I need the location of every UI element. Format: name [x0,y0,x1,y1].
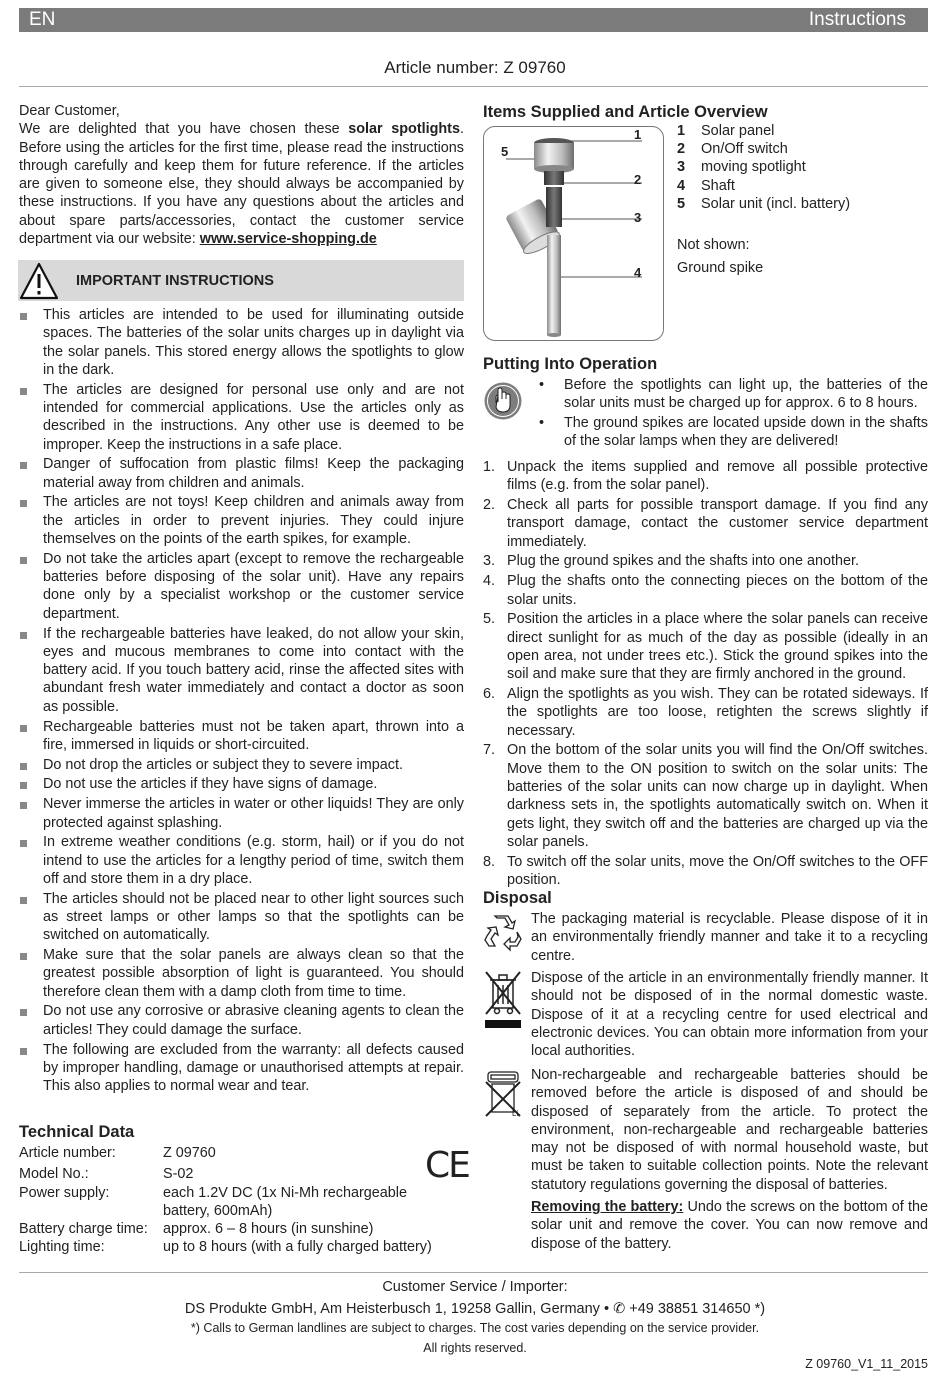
parts-list [677,122,927,213]
recycling-icon [483,912,523,952]
product-image-frame [483,126,664,341]
part-item: 4 Shaft [677,177,735,194]
list-item: Danger of suffocation from plastic films! Keep the packaging material away from children and animals. [19,455,464,492]
list-item: 5. Position the articles in a place where the solar panels can receive direct sunlight for as much of the day as possible (ideally in an open area, not under trees etc.). Stick the ground spikes into the soil and make sure that they are firmly anchored in the ground. [483,611,928,683]
list-item: The articles should not be placed near to other light sources such as street lamps or other lamps so that the spotlights can be switched on automatically. [19,890,464,945]
title-rule [19,86,928,87]
list-item: Make sure that the solar panels are always clean so that the greatest possible absorption of light is guaranteed. You should therefore clean them with a damp cloth from time to time. [19,946,464,1001]
header-bar [19,8,928,32]
part-item: 5 Solar unit (incl. battery) [677,195,851,212]
items-heading: Items Supplied and Article Overview [483,103,768,121]
callout-2: 2 [634,172,642,187]
not-shown-label: Not shown: [677,237,750,253]
part-item: 3 moving spotlight [677,159,806,176]
list-item: In extreme weather conditions (e.g. storm, hail) or if you do not intend to use the articles for a lengthy period of time, switch them off and store them in a dry place. [19,833,464,888]
callout-1: 1 [634,127,642,142]
disposal-battery-text: Non-rechargeable and rechargeable batteries should be removed before the article is disposed of and should be disposed of separately from the article. To protect the environment, non-rechargeable and rechargeable batteries may not be disposed of with normal household waste, but must be taken to suitable collection points. Note the relevant statutory regulations governing the disposal of batteries. [531,1067,928,1193]
disposal-article-text: Dispose of the article in an environmentally friendly manner. It should not be disposed of in the normal domestic waste. Dispose of it at a recycling centre for used electrical and electronic devices. You can obtain more information from your local authorities. [531,970,928,1060]
important-instructions-title: IMPORTANT INSTRUCTIONS [76,273,274,289]
warning-triangle-icon [19,262,59,300]
operation-heading: Putting Into Operation [483,355,658,373]
list-item: • Before the spotlights can light up, the batteries of the solar units must be charged up for approx. 6 to 8 hours. [539,377,928,412]
list-item: 6. Align the spotlights as you wish. They can be rotated sideways. If the spotlights are too loose, retighten the screws slightly if necessary. [483,686,928,739]
ce-mark-icon: CE [425,1145,469,1186]
removing-battery: Removing the battery: Undo the screws on the bottom of the solar unit and remove the cover. You can now remove and dispose of the battery. [531,1199,928,1252]
list-item: If the rechargeable batteries have leaked, do not allow your skin, eyes and mucous membranes to come into contact with the battery acid. If you touch battery acid, rinse the affected sites with abundant fresh water immediately and contact a doctor as soon as possible. [19,625,464,716]
article-title: Article number: Z 09760 [384,58,566,77]
footer-note: *) Calls to German landlines are subject to charges. The cost varies depending on the service provider. [190,1321,760,1335]
not-shown [677,234,763,279]
footer-heading: Customer Service / Importer: [382,1279,568,1295]
greeting: Dear Customer, [19,103,120,119]
list-item: • The ground spikes are located upside down in the shafts of the solar lamps when they are delivered! [539,415,928,450]
weee-crossed-bin-icon [483,968,523,1032]
removing-battery-label: Removing the battery: [531,1199,684,1215]
intro-paragraph: We are delighted that you have chosen these solar spotlights. Before using the articles for the first time, please read the instructions through carefully and keep them for future reference. If the articles are given to someone else, they should always be accompanied by these instructions. If you have any questions about the articles and about spare parts/accessories, contact the customer service department via our website: www.service-shopping.de [19,121,464,248]
list-item: 1. Unpack the items supplied and remove all possible protective films (e.g. from the solar panel). [483,459,928,494]
list-item: 8. To switch off the solar units, move the On/Off switches to the OFF position. [483,853,928,889]
list-item: Do not use the articles if they have signs of damage. [19,775,464,793]
list-item: 4. Plug the shafts onto the connecting pieces on the bottom of the solar units. [483,573,928,608]
list-item: The following are excluded from the warranty: all defects caused by improper handling, damage or unauthorised attempts at repair. This also applies to normal wear and tear. [19,1041,464,1096]
list-item: 7. On the bottom of the solar units you will find the On/Off switches. Move them to the ON position to switch on the solar units: The batteries of the solar units can now charge up in daylight. When darkness sets in, the spotlights automatically switch on. When it gets light, they switch off and the batteries are charged up via the solar panels. [483,742,928,850]
disposal-packaging-text: The packaging material is recyclable. Please dispose of it in an environmentally friendly manner and take it to a recycling centre. [531,911,928,964]
intro [19,102,464,248]
hand-note-icon [483,381,523,421]
part-item: 2 On/Off switch [677,141,788,158]
list-item: Do not take the articles apart (except to remove the rechargeable batteries before disposing of the solar unit). Have any repairs done only by a specialist workshop or the customer service department. [19,550,464,623]
technical-data-heading: Technical Data [19,1123,135,1141]
callout-4: 4 [634,265,642,280]
technical-data-table: Article number: Z 09760 Model No.: S-02 Power supply: each 1.2V DC (1x Ni-Mh rechargeable battery, 600mAh) Battery charge time: approx. 6 – 8 hours (in sunshine) Lighting time: up to 8 hours (with a fully charged battery) [19,1145,432,1255]
list-item: This articles are intended to be used for illuminating outside spaces. The batteries of the solar units charges up in daylight via the solar panels. This stored energy allows the spotlights to glow in the dark. [19,306,464,379]
footer-rule [19,1272,928,1273]
list-item: Do not drop the articles or subject they to severe impact. [19,756,464,774]
footer-rights: All rights reserved. [423,1341,527,1355]
language-label: EN [29,9,56,30]
header-title: Instructions [808,9,906,30]
important-list [19,306,464,1097]
callout-5: 5 [501,144,509,159]
not-shown-item: Ground spike [677,260,764,276]
important-instructions-bar [18,260,464,301]
operation-steps [483,458,928,891]
product-name: solar spotlights [348,121,460,138]
list-item: 2. Check all parts for possible transport damage. If you find any transport damage, contact the customer service department immediately. [483,497,928,550]
svg-text:Li: Li [512,1109,519,1118]
disposal-heading: Disposal [483,889,552,907]
part-item: 1 Solar panel [677,123,775,139]
battery-bin-icon [483,1068,523,1120]
list-item: The articles are not toys! Keep children and animals away from the articles in order to prevent injuries. They could injure themselves on the points of the earth spikes, for example. [19,493,464,548]
footer-address: DS Produkte GmbH, Am Heisterbusch 1, 19258 Gallin, Germany • ✆ +49 38851 314650 *) [184,1301,766,1317]
list-item: 3. Plug the ground spikes and the shafts into one another. [483,553,860,570]
list-item: Do not use any corrosive or abrasive cleaning agents to clean the articles! They could damage the surface. [19,1002,464,1039]
website-link[interactable]: www.service-shopping.de [199,231,377,248]
list-item: The articles are designed for personal use only and are not intended for commercial applications. Use the articles only as described in the instructions. Any other use is deemed to be improper. Keep the instructions in a safe place. [19,381,464,454]
document-code: Z 09760_V1_11_2015 [805,1357,928,1371]
list-item: Never immerse the articles in water or other liquids! They are only protected against splashing. [19,795,464,832]
callout-3: 3 [634,210,642,225]
operation-notes [536,376,928,451]
solar-spotlight-illustration [484,127,664,341]
list-item: Rechargeable batteries must not be taken apart, thrown into a fire, immersed in liquids or short-circuited. [19,718,464,755]
